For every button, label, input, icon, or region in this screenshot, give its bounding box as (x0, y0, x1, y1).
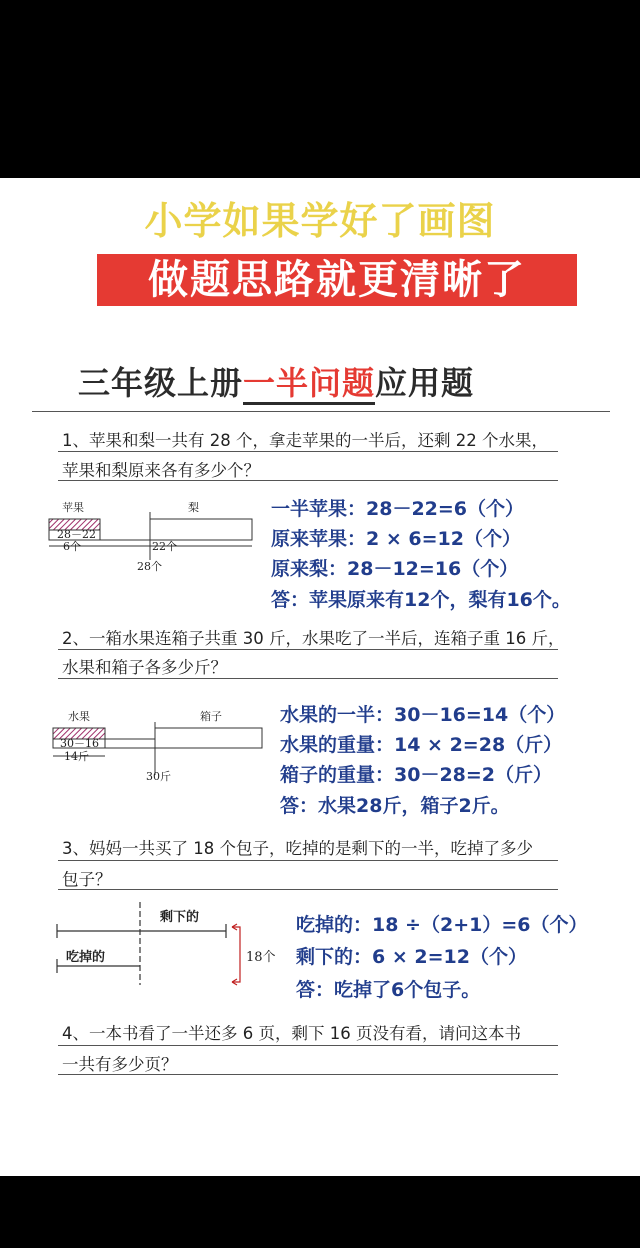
problem-3-line2: 包子？ (62, 870, 112, 889)
problem-2-answer-2: 水果的重量：14 × 2=28（斤） (280, 734, 563, 756)
problem-4-rule2 (58, 1074, 558, 1075)
problem-1-answer-4: 答：苹果原来有12个，梨有16个。 (271, 589, 571, 611)
problem-4-line2: 一共有多少页？ (62, 1055, 178, 1074)
problem-1-line1: 1、苹果和梨一共有 28 个，拿走苹果的一半后，还剩 22 个水果， (62, 431, 548, 450)
subtitle-prefix: 三年级上册 (78, 364, 244, 402)
diagram-2-box-text: 30－16 (60, 737, 99, 750)
bottom-black-bar (0, 1176, 640, 1248)
problem-2-answer-4: 答：水果28斤，箱子2斤。 (280, 795, 510, 817)
diagram-1-total: 28个 (137, 560, 162, 573)
diagram-3-brace (232, 927, 240, 982)
subtitle-highlight: 一半问题 (243, 364, 375, 405)
diagram-1-box-text: 28－22 (57, 528, 96, 541)
headline-line1: 小学如果学好了画图 (144, 199, 496, 243)
problem-3-line1: 3、妈妈一共买了 18 个包子，吃掉的是剩下的一半，吃掉了多少 (62, 839, 533, 858)
problem-4-rule1 (58, 1045, 558, 1046)
problem-1-answer-2: 原来苹果：2 × 6=12（个） (271, 528, 521, 550)
problem-2-line1: 2、一箱水果连箱子共重 30 斤，水果吃了一半后，连箱子重 16 斤， (62, 629, 565, 648)
problem-3-answer-1: 吃掉的：18 ÷（2+1）=6（个） (296, 914, 588, 936)
diagram-1-label-pear: 梨 (188, 501, 199, 514)
problem-1-line2: 苹果和梨原来各有多少个？ (62, 461, 260, 480)
diagram-1-seg1-label: 6个 (63, 540, 81, 553)
problem-1-answer-3: 原来梨：28－12=16（个） (271, 558, 519, 580)
diagram-2-total: 30斤 (146, 770, 171, 783)
problem-2-line2: 水果和箱子各多少斤？ (62, 658, 227, 677)
problem-3-answer-2: 剩下的：6 × 2=12（个） (296, 946, 527, 968)
diagram-3-total: 18个 (246, 950, 276, 965)
diagram-3-top-label: 剩下的 (160, 910, 200, 925)
problem-1-answer-1: 一半苹果：28－22=6（个） (271, 498, 525, 520)
problem-3-answer-3: 答：吃掉了6个包子。 (296, 979, 481, 1001)
subtitle-suffix: 应用题 (375, 364, 475, 402)
diagram-2-seg1-label: 14斤 (64, 750, 89, 763)
diagram-1-label-apple: 苹果 (62, 501, 84, 514)
diagram-1-seg2-label: 22个 (152, 540, 177, 553)
diagram-2-label-fruit: 水果 (68, 710, 90, 723)
headline-line2: 做题思路就更清晰了 (148, 257, 526, 303)
diagram-3-bottom-label: 吃掉的 (66, 950, 106, 965)
problem-2-answer-1: 水果的一半：30－16=14（个） (280, 704, 566, 726)
problem-4-line1: 4、一本书看了一半还多 6 页，剩下 16 页没有看，请问这本书 (62, 1024, 521, 1043)
problem-2-answer-3: 箱子的重量：30－28=2（斤） (280, 764, 553, 786)
diagram-2-label-box: 箱子 (200, 710, 222, 723)
